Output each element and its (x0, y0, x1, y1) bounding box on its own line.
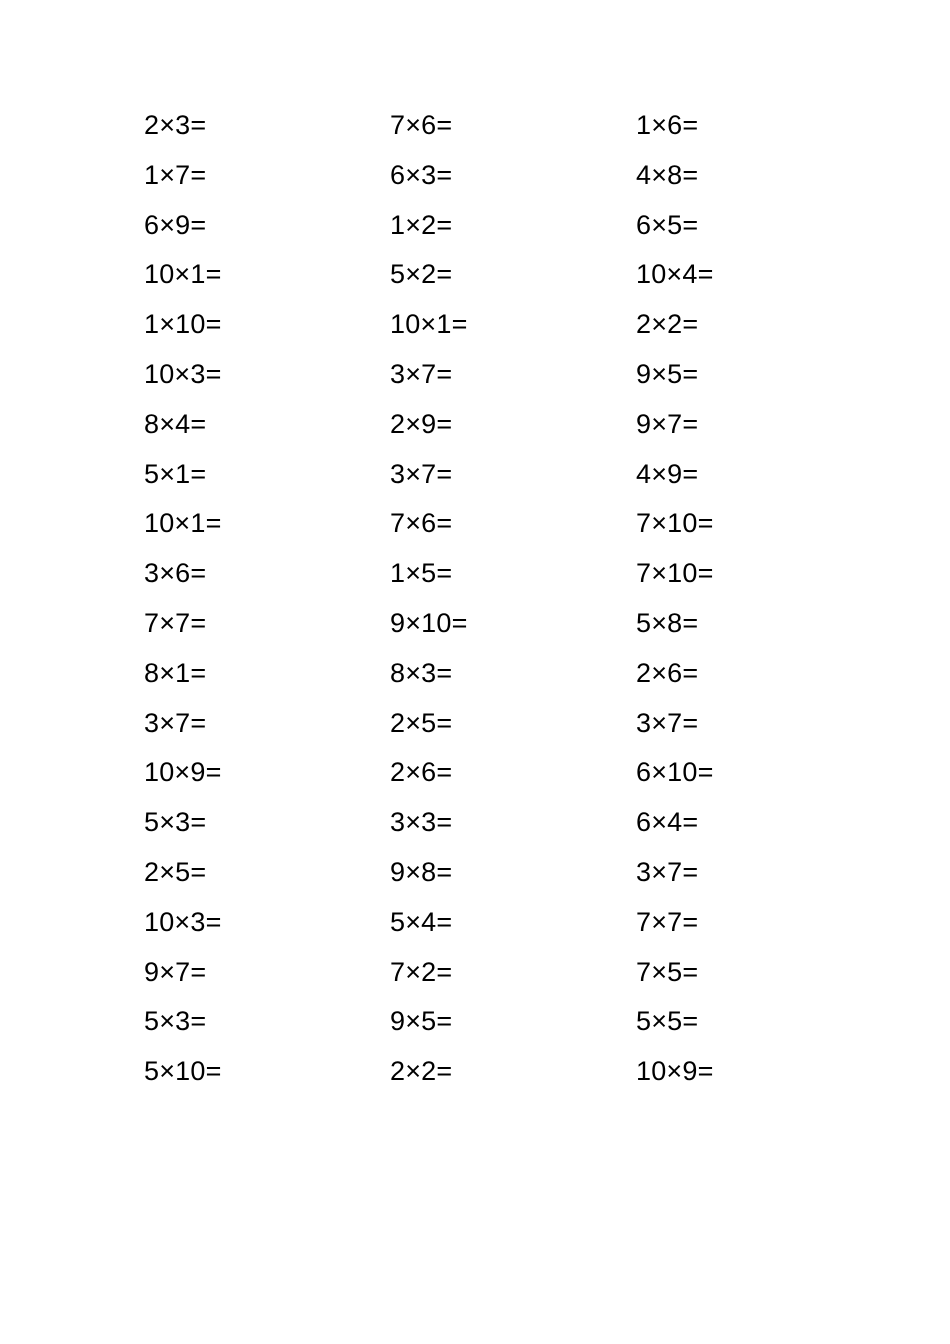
problem-item: 2×9= (390, 408, 453, 439)
problem-item: 3×7= (390, 458, 453, 489)
problem-item: 10×1= (390, 309, 468, 340)
problem-item: 9×10= (390, 607, 468, 638)
problem-item: 3×7= (636, 856, 699, 887)
problem-item: 10×9= (636, 1056, 714, 1087)
problem-item: 2×5= (144, 856, 207, 887)
problem-item: 6×3= (390, 159, 453, 190)
problem-item: 10×3= (144, 358, 222, 389)
problem-item: 9×5= (390, 1006, 453, 1037)
problem-item: 5×4= (390, 906, 453, 937)
problem-item: 6×5= (636, 209, 699, 240)
problem-item: 4×8= (636, 159, 699, 190)
problem-item: 5×8= (636, 607, 699, 638)
problem-item: 7×6= (390, 110, 453, 140)
problem-item: 4×9= (636, 458, 699, 489)
problem-item: 8×4= (144, 408, 207, 439)
problem-item: 1×6= (636, 110, 699, 140)
problem-column-3 (636, 101, 876, 1097)
problem-item: 5×2= (390, 259, 453, 290)
problem-item: 8×1= (144, 657, 207, 688)
problem-item: 1×7= (144, 159, 207, 190)
problem-item: 9×7= (144, 956, 207, 987)
problem-item: 10×9= (144, 757, 222, 788)
problem-item: 2×3= (144, 110, 207, 140)
problem-item: 1×10= (144, 309, 222, 340)
problem-item: 7×6= (390, 508, 453, 539)
problem-item: 5×3= (144, 1006, 207, 1037)
problem-item: 7×7= (144, 607, 207, 638)
problem-item: 5×5= (636, 1006, 699, 1037)
problem-item: 10×1= (144, 508, 222, 539)
problem-item: 5×10= (144, 1056, 222, 1087)
problem-item: 10×1= (144, 259, 222, 290)
problem-item: 9×5= (636, 358, 699, 389)
problem-item: 3×3= (390, 807, 453, 838)
problem-item: 7×2= (390, 956, 453, 987)
problem-item: 2×5= (390, 707, 453, 738)
problem-item: 9×8= (390, 856, 453, 887)
problem-item: 7×10= (636, 558, 714, 589)
problem-item: 6×10= (636, 757, 714, 788)
problem-item: 3×7= (636, 707, 699, 738)
problem-column-2 (390, 101, 630, 1097)
problem-item: 8×3= (390, 657, 453, 688)
problem-column-1 (144, 101, 384, 1097)
problem-item: 6×4= (636, 807, 699, 838)
problem-item: 3×6= (144, 558, 207, 589)
problem-item: 7×5= (636, 956, 699, 987)
problem-item: 2×2= (636, 309, 699, 340)
problem-item: 1×5= (390, 558, 453, 589)
problem-item: 5×1= (144, 458, 207, 489)
problem-item: 2×6= (636, 657, 699, 688)
problem-item: 7×7= (636, 906, 699, 937)
problem-item: 10×3= (144, 906, 222, 937)
problem-item: 2×2= (390, 1056, 453, 1087)
problem-item: 7×10= (636, 508, 714, 539)
problem-item: 3×7= (144, 707, 207, 738)
problem-item: 1×2= (390, 209, 453, 240)
problem-item: 5×3= (144, 807, 207, 838)
problem-item: 2×6= (390, 757, 453, 788)
problem-item: 3×7= (390, 358, 453, 389)
problem-item: 6×9= (144, 209, 207, 240)
problem-item: 9×7= (636, 408, 699, 439)
problem-item: 10×4= (636, 259, 714, 290)
